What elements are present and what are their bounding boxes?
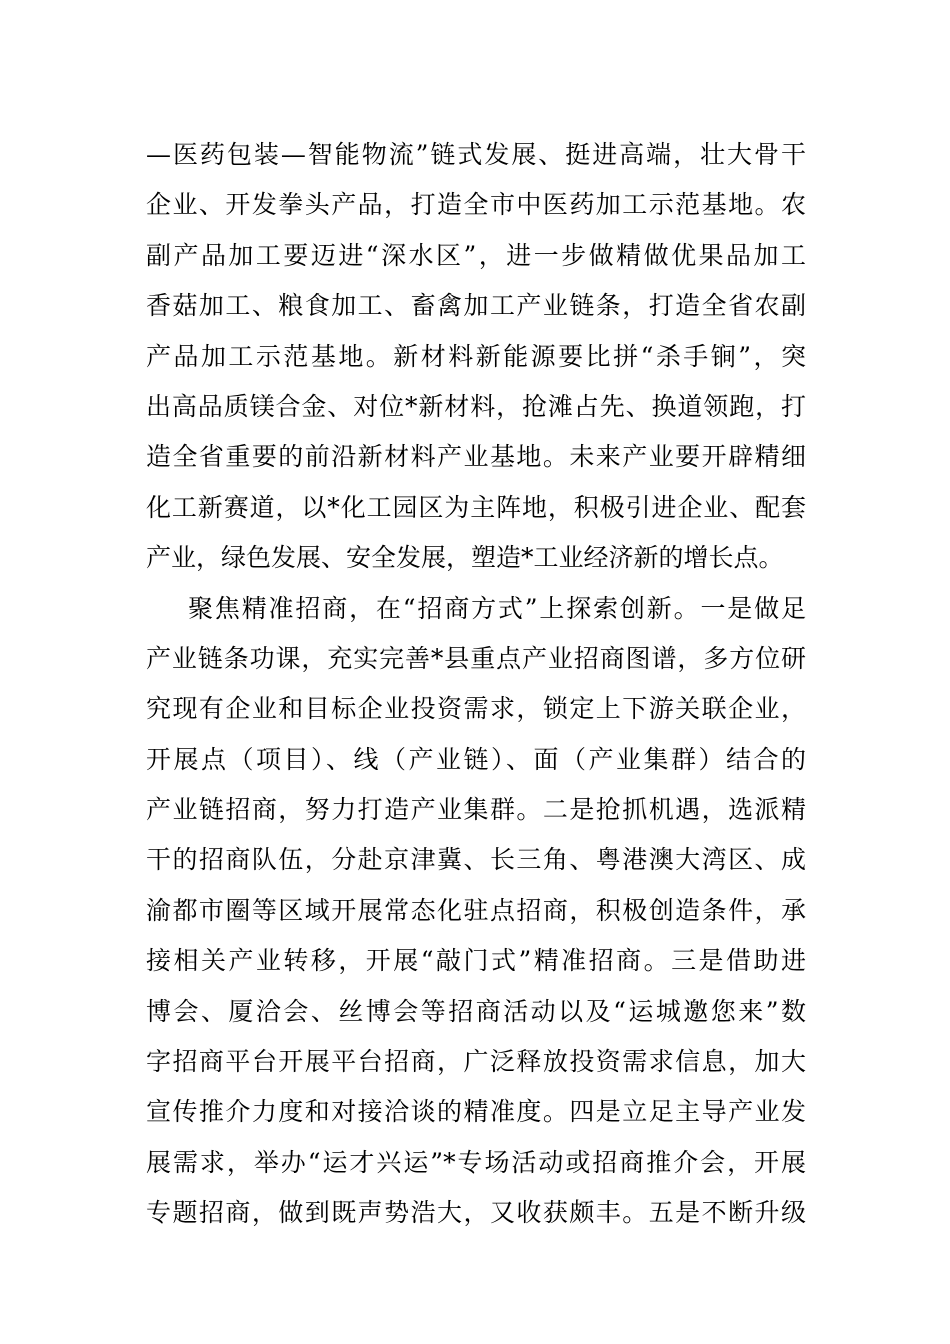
paragraph-line: 博会、厦洽会、丝博会等招商活动以及“运城邀您来”数 — [146, 996, 806, 1026]
paragraph-line: 接相关产业转移，开展“敲门式”精准招商。三是借助进 — [146, 946, 806, 976]
paragraph-line: 出高品质镁合金、对位*新材料，抢滩占先、换道领跑，打 — [146, 391, 806, 421]
paragraph-line: 干的招商队伍，分赴京津冀、长三角、粤港澳大湾区、成 — [146, 845, 806, 875]
paragraph-line: 香菇加工、粮食加工、畜禽加工产业链条，打造全省农副 — [146, 291, 806, 321]
paragraph-line: 展需求，举办“运才兴运”*专场活动或招商推介会，开展 — [146, 1147, 806, 1177]
paragraph-line: 开展点（项目）、线（产业链）、面（产业集群）结合的 — [146, 744, 806, 774]
paragraph-2 — [146, 584, 806, 1239]
paragraph-line: 产业链条功课，充实完善*县重点产业招商图谱，多方位研 — [146, 643, 806, 673]
paragraph-line: 企业、开发拳头产品，打造全市中医药加工示范基地。农 — [146, 190, 806, 220]
paragraph-line: 专题招商，做到既声势浩大，又收获颇丰。五是不断升级 — [146, 1198, 806, 1228]
paragraph-line: 产业链招商，努力打造产业集群。二是抢抓机遇，选派精 — [146, 795, 806, 825]
paragraph-line: 化工新赛道，以*化工园区为主阵地，积极引进企业、配套 — [146, 492, 806, 522]
paragraph-line: 副产品加工要迈进“深水区”，进一步做精做优果品加工 — [146, 240, 806, 270]
paragraph-line: 造全省重要的前沿新材料产业基地。未来产业要开辟精细 — [146, 442, 806, 472]
paragraph-line: 渝都市圈等区域开展常态化驻点招商，积极创造条件，承 — [146, 895, 806, 925]
document-body — [146, 130, 806, 1239]
paragraph-line: 聚焦精准招商，在“招商方式”上探索创新。一是做足 — [188, 593, 806, 623]
paragraph-line: 产业，绿色发展、安全发展，塑造*工业经济新的增长点。 — [146, 543, 784, 573]
paragraph-line: 宣传推介力度和对接洽谈的精准度。四是立足主导产业发 — [146, 1097, 806, 1127]
paragraph-line: 产品加工示范基地。新材料新能源要比拼“杀手锏”，突 — [146, 341, 806, 371]
paragraph-line: —医药包装—智能物流”链式发展、挺进高端，壮大骨干 — [146, 140, 806, 169]
paragraph-line: 字招商平台开展平台招商，广泛释放投资需求信息，加大 — [146, 1047, 806, 1077]
paragraph-line: 究现有企业和目标企业投资需求，锁定上下游关联企业， — [146, 694, 806, 724]
paragraph-1 — [146, 130, 806, 584]
